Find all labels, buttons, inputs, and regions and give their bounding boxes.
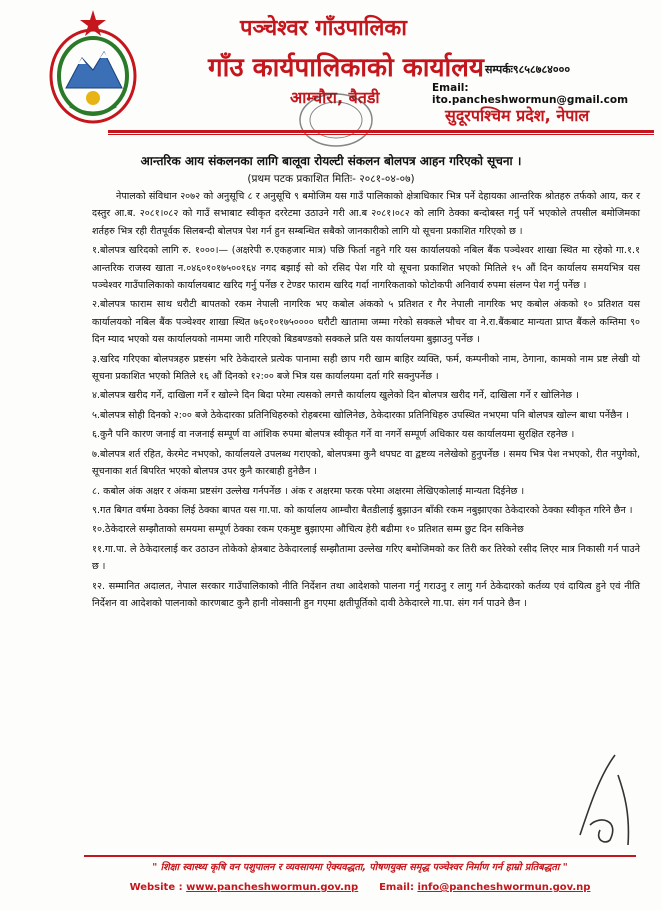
notice-clause: १०.ठेकेदारले सम्झौताको समयमा सम्पूर्ण ठेक्का रकम एकमुष्ट बुझाएमा औचित्य हेरी बढीमा १० प्रतिशत सम्म छुट दिन सकिनेछ: [92, 524, 524, 536]
notice-clause: ३.खरिद गरिएका बोलपत्रहरु प्रष्टसंग भरि ठेकेदारले प्रत्येक पानामा सही छाप गरी खाम बाहिर व्यक्ति, फर्म, कम्पनीको नाम, ठेगाना, कामको नाम प्रष्ट लेखी यो सूचना प्रकाशित भएको मितिले १६ औं दिनको १२:०० बजे भित्र यस कार्यालयमा दर्ता गरि सक्नुपर्नेछ ।: [92, 353, 640, 383]
website-link[interactable]: www.pancheshwormun.gov.np: [186, 882, 359, 893]
contact-number: सम्पर्कः९८५८७८४०००: [485, 63, 571, 76]
contact-email: Email: ito.pancheshwormun@gmail.com: [432, 82, 629, 106]
website-label: Website :: [129, 882, 187, 893]
notice-clause: ५.बोलपत्र सोही दिनको २:०० बजे ठेकेदारका प्रतिनिधिहरुको रोहबरमा खोलिनेछ, ठेकेदारका प्रतिनिधिहरु उपस्थित नभएमा पनि बोलपत्र खोल्न बाधा पर्नेछैन ।: [92, 409, 629, 421]
notice-title: आन्तरिक आय संकलनका लागि बालूवा रोयल्टी संकलन बोलपत्र आहन गरिएको सूचना ।: [140, 154, 522, 168]
footer-slogan: " शिक्षा स्वास्थ्य कृषि वन पशुपालन र व्यवसायमा ऐक्यवद्धता, पोषणयुक्त समृद्ध पञ्चेश्वर निर्माण गर्न हाम्रो प्रतिबद्धता ": [152, 862, 568, 873]
office-name: गाँउ कार्यपालिकाको कार्यालय: [208, 53, 484, 83]
notice-intro: नेपालको संविधान २०७२ को अनुसूचि ८ र अनुसूचि ९ बमोजिम यस गाउँ पालिकाको क्षेत्राधिकार भित्र पर्ने देहायका आन्तरिक श्रोतहरु तर्फको आय, कर र दस्तुर आ.ब. २०८१।०८२ को गाउँ सभाबाट स्वीकृत दररेटमा उठाउने गरी आ.ब २०८१।०८२ को लागि ठेक्का बन्दोबस्त गर्नु पर्ने भएकोले तपसील बमोजिमका शर्तहरु भित्र रही रीतपूर्वक सिलबन्दी बोलपत्र पेश गर्न हुन सम्बन्धित सबैको जानकारीको लागि यो सूचना प्रकाशित गरिएको छ ।: [92, 191, 640, 237]
handwritten-signature: [570, 745, 640, 855]
header-divider: [108, 130, 654, 133]
notice-clause: १२. सम्मानित अदालत, नेपाल सरकार गाउँपालिकाको नीति निर्देशन तथा आदेशको पालना गर्नु गराउनु र लागु गर्न ठेकेदारको कर्तव्य एवं दायित्व हुने एवं नीति निर्देशन वा आदेशको पालनाको कारणबाट कुनै हानी नोक्सानी हुन गएमा क्षतीपूर्तिको दावी ठेकेदारले गा.पा. संग गर्न पाउने छैन ।: [92, 580, 640, 609]
org-name: पञ्चेश्वर गाँउपालिका: [240, 16, 407, 41]
notice-clause: ८. कबोल अंक अक्षर र अंकमा प्रष्टसंग उल्लेख गर्नपर्नेछ । अंक र अक्षरमा फरक परेमा अक्षरमा लेखिएकोलाई मान्यता दिईनेछ ।: [92, 485, 525, 497]
notice-clause: ७.बोलपत्र शर्त रहित, केरमेट नभएको, कार्यालयले उपलब्ध गराएको, बोलपत्रमा कुनै थपघट वा द्वष्टव्य नलेखेको हुनुपर्नेछ । समय भित्र पेश नभएको, रीत नपुगेको, सूचनाका शर्त बिपरित भएको बोलपत्र उपर कुनै कारबाही हुनेछैन ।: [92, 448, 640, 478]
notice-clause: १.बोलपत्र खरिदको लागि रु. १०००।— (अक्षरेपी रु.एकहजार मात्र) पछि फिर्ता नहुने गरि यस कार्यालयको नबिल बैंक पञ्चेश्वर शाखा स्थित मा रहेको गा.१.१ आन्तरिक राजस्व खाता न.०४६०१०१७५००१६४ नगद बझाई सो को रसिद पेश गरि यो सूचना प्रकाशित भएको मितिले १५ औं दिन कार्यालय समयभित्र यस पञ्चेश्वर गाउँपालिकाको कार्यालयबाट खरिद गर्नु पर्नेछ र टेण्डर फाराम खरिद गर्दा नागरिकताको फोटोकपी अनिवार्य रुपमा संलग्न पेश गर्नु पर्नेछ ।: [92, 245, 640, 292]
notice-clause: ९.गत बिगत वर्षमा ठेक्का लिई ठेक्का बापत यस गा.पा. को कार्यालय आम्चौरा बैतडीलाई बुझाउन बाँकी रकम नबुझाएका ठेकेदारको ठेक्का स्वीकृत गरिने छैन ।: [92, 504, 633, 516]
office-stamp-icon: [296, 90, 376, 150]
header-divider-thin: [108, 134, 654, 135]
email-link[interactable]: info@pancheshwormun.gov.np: [417, 882, 591, 893]
email-label: Email:: [379, 882, 418, 893]
notice-clause: ११.गा.पा. ले ठेकेदारलाई कर उठाउन तोकेको क्षेत्रबाट ठेकेदारलाई सम्झौतामा उल्लेख गरिए बमोजिमको कर तिरी कर तिरेको रसीद लिएर मात्र निकासी गर्न पाउने छ ।: [92, 543, 640, 573]
notice-published-date: (प्रथम पटक प्रकाशित मितिः- २०८१-०४-०७): [247, 173, 415, 185]
notice-body: [92, 188, 640, 614]
province-name: सुदूरपश्चिम प्रदेश, नेपाल: [445, 106, 590, 125]
footer-divider: [84, 855, 636, 857]
notice-clause: ४.बोलपत्र खरीद गर्ने, दाखिला गर्ने र खोल्ने दिन बिदा परेमा त्यसको लगत्तै कार्यालय खुलेको दिन बोलपत्र खरीद गर्ने, दाखिला गर्ने र खोलिनेछ ।: [92, 390, 579, 402]
notice-clause: ६.कुनै पनि कारण जनाई वा नजनाई सम्पूर्ण वा आंशिक रुपमा बोलपत्र स्वीकृत गर्ने वा नगर्ने सम्पूर्ण अधिकार यस कार्यालयमा सुरक्षित रहनेछ ।: [92, 429, 575, 441]
notice-clause: २.बोलपत्र फाराम साथ धरौटी बापतको रकम नेपाली नागरिक भए कबोल अंकको ५ प्रतिशत र गैर नेपाली नागरिक भए कबोल अंकको १० प्रतिशत यस कार्यालयको नबिल बैंक पञ्चेश्वर शाखा स्थित ७६०१०१७५०००० धरौटी खातामा जम्मा गरेको सक्कले भौचर वा ने.रा.बैंकबाट मान्यता प्राप्त बैंकले कम्तिमा ९० दिन म्याद भएको यस कार्यालयको नाममा जारी गरिएको बिडबण्डको सक्कले प्रति यस कार्यालयमा बुझाउनु पर्नेछ ।: [92, 299, 640, 346]
footer-links: [84, 882, 636, 893]
office-location: आम्चौरा, बैतडी: [290, 88, 380, 107]
municipality-emblem: [48, 6, 138, 126]
